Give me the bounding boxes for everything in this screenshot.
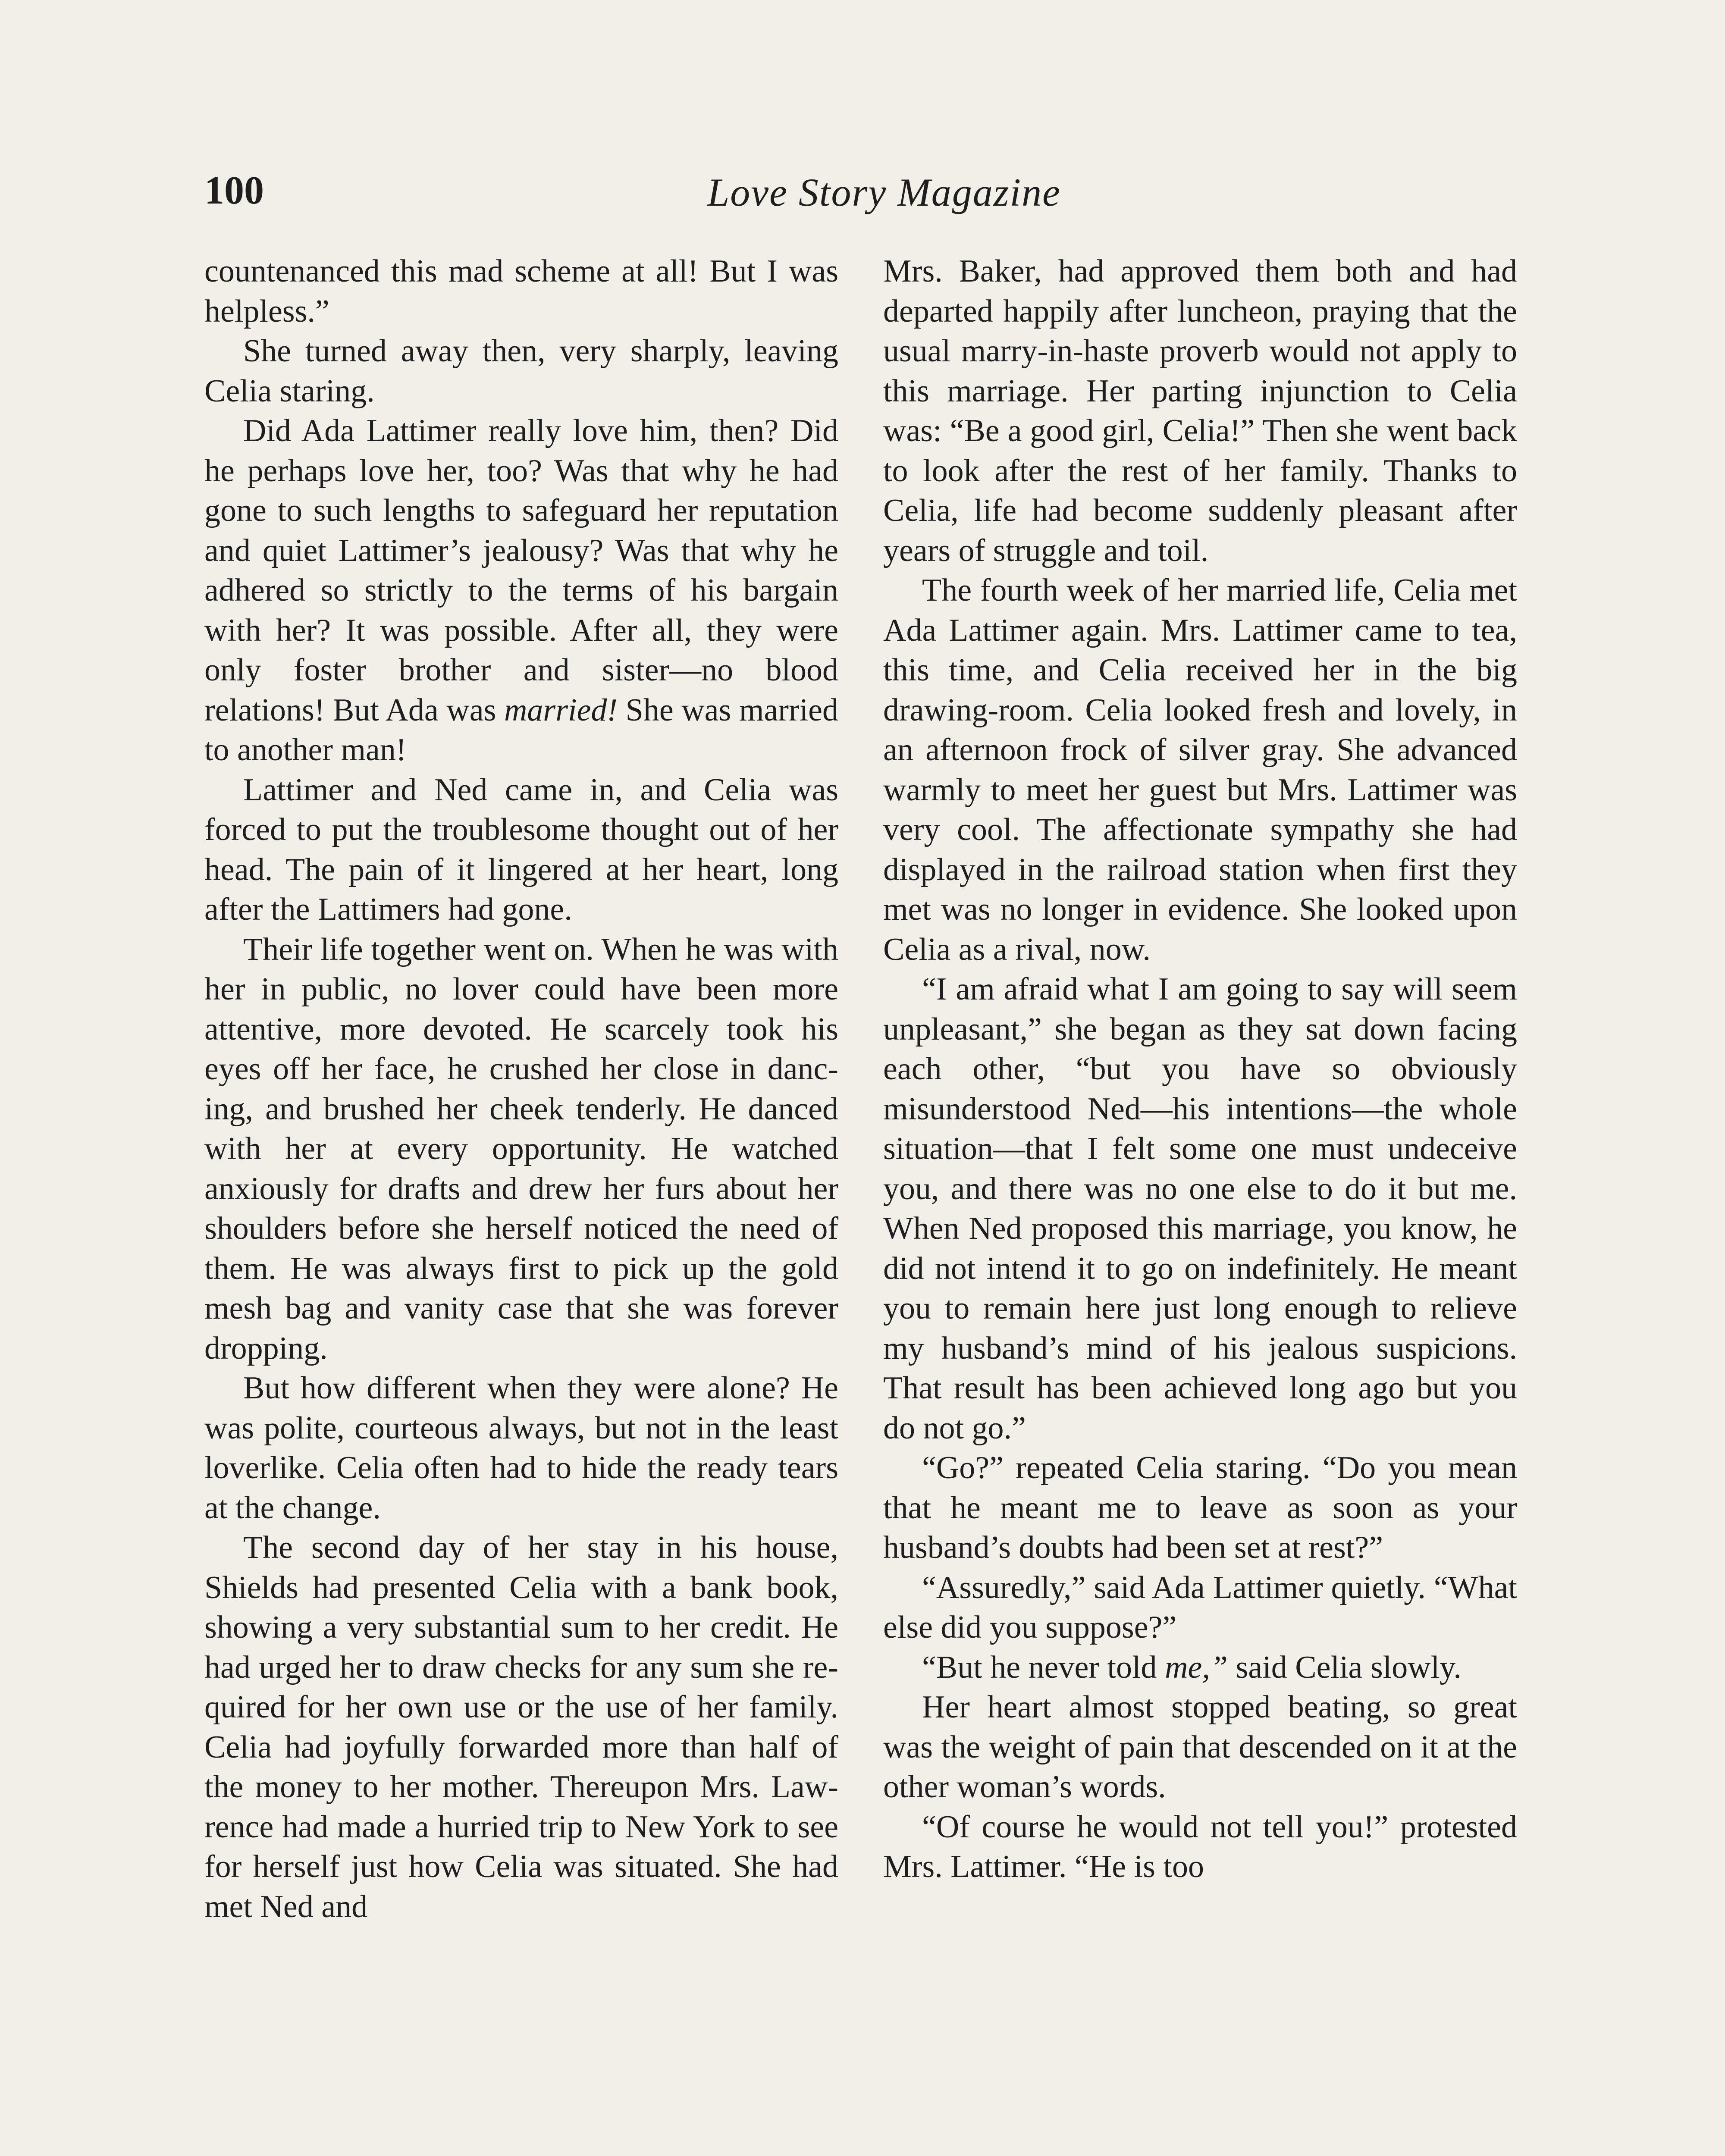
paragraph: The second day of her stay in his house, Shields had presented Celia with a bank book, showing a very substantial sum to her credit. He had urged her to draw checks for any sum she required for her own use or the use of her family. Celia had joyfully forwarded more than half of the money to her mother. Thereupon Mrs. Lawrence had made a hurried trip to New York to see for herself just how Celia was situated. She had met Ned and bbox=[204, 1530, 838, 1924]
paragraph-text: “But he never told bbox=[922, 1649, 1165, 1685]
paragraph-text: said Celia slowly. bbox=[1228, 1649, 1462, 1685]
paragraph: countenanced this mad scheme at all! But I was helpless.” bbox=[204, 254, 838, 329]
paragraph: Lattimer and Ned came in, and Celia was forced to put the troublesome thought out of her head. The pain of it lingered at her heart, long after the Lattimers had gone. bbox=[204, 772, 838, 927]
right-column bbox=[883, 251, 1517, 1887]
paragraph: “Of course he would not tell you!” protested Mrs. Lattimer. “He is too bbox=[883, 1809, 1517, 1884]
paragraph: “I am afraid what I am going to say will seem unpleasant,” she began as they sat down facing each other, “but you have so obviously misunderstood Ned—his intentions—the whole situation—that I felt some one must undeceive you, and there was no one else to do it but me. When Ned proposed this marriage, you know, he did not intend it to go on indefinitely. He meant you to remain here just long enough to relieve my husband’s mind of his jealous suspicions. That result has been achieved long ago but you do not go.” bbox=[883, 971, 1517, 1446]
paragraph: Their life together went on. When he was with her in public, no lover could have been more attentive, more devoted. He scarcely took his eyes off her face, he crushed her close in dancing, and brushed her cheek tenderly. He danced with her at every opportunity. He watched anxiously for drafts and drew her furs about her shoulders before she herself noticed the need of them. He was always first to pick up the gold mesh bag and vanity case that she was forever dropping. bbox=[204, 931, 838, 1366]
paragraph: But how different when they were alone? He was polite, courteous always, but not in the least loverlike. Celia often had to hide the ready tears at the change. bbox=[204, 1370, 838, 1526]
paragraph bbox=[883, 1648, 1517, 1688]
paragraph-text: She was married to another man! bbox=[204, 692, 838, 768]
running-title: Love Story Magazine bbox=[707, 170, 1061, 214]
paragraph: The fourth week of her married life, Celia met Ada Lattimer again. Mrs. Lattimer came to tea, this time, and Celia received her in the big drawing-room. Celia looked fresh and lovely, in an afternoon frock of silver gray. She advanced warmly to meet her guest but Mrs. Lattimer was very cool. The affectionate sympathy she had displayed in the railroad station when first they met was no longer in evidence. She looked upon Celia as a rival, now. bbox=[883, 573, 1517, 967]
paragraph: “Go?” repeated Celia staring. “Do you mean that he meant me to leave as soon as your husband’s doubts had been set at rest?” bbox=[883, 1450, 1517, 1565]
paragraph: Mrs. Baker, had approved them both and had departed happily after luncheon, praying that the usual marry-in-haste proverb would not apply to this marriage. Her parting injunction to Celia was: “Be a good girl, Celia!” Then she went back to look after the rest of her family. Thanks to Celia, life had become suddenly pleasant after years of struggle and toil. bbox=[883, 254, 1517, 568]
paragraph: Her heart almost stopped beating, so great was the weight of pain that descended on it at the other woman’s words. bbox=[883, 1689, 1517, 1805]
emphasis-text: me,” bbox=[1165, 1649, 1228, 1685]
paragraph: “Assuredly,” said Ada Lattimer quietly. “What else did you suppose?” bbox=[883, 1570, 1517, 1645]
paragraph-text: Did Ada Lattimer really love him, then? Did he perhaps love her, too? Was that why he had gone to such lengths to safeguard her reputation and quiet Lattimer’s jealousy? Was that why he adhered so strictly to the terms of his bargain with her? It was possible. After all, they were only foster brother and sister—no blood relations! But Ada was bbox=[204, 413, 838, 728]
paragraph: She turned away then, very sharply, leaving Celia staring. bbox=[204, 333, 838, 409]
left-column bbox=[204, 251, 838, 1927]
paragraph bbox=[204, 411, 838, 770]
page-number: 100 bbox=[204, 168, 264, 212]
emphasis-text: married! bbox=[504, 692, 618, 728]
